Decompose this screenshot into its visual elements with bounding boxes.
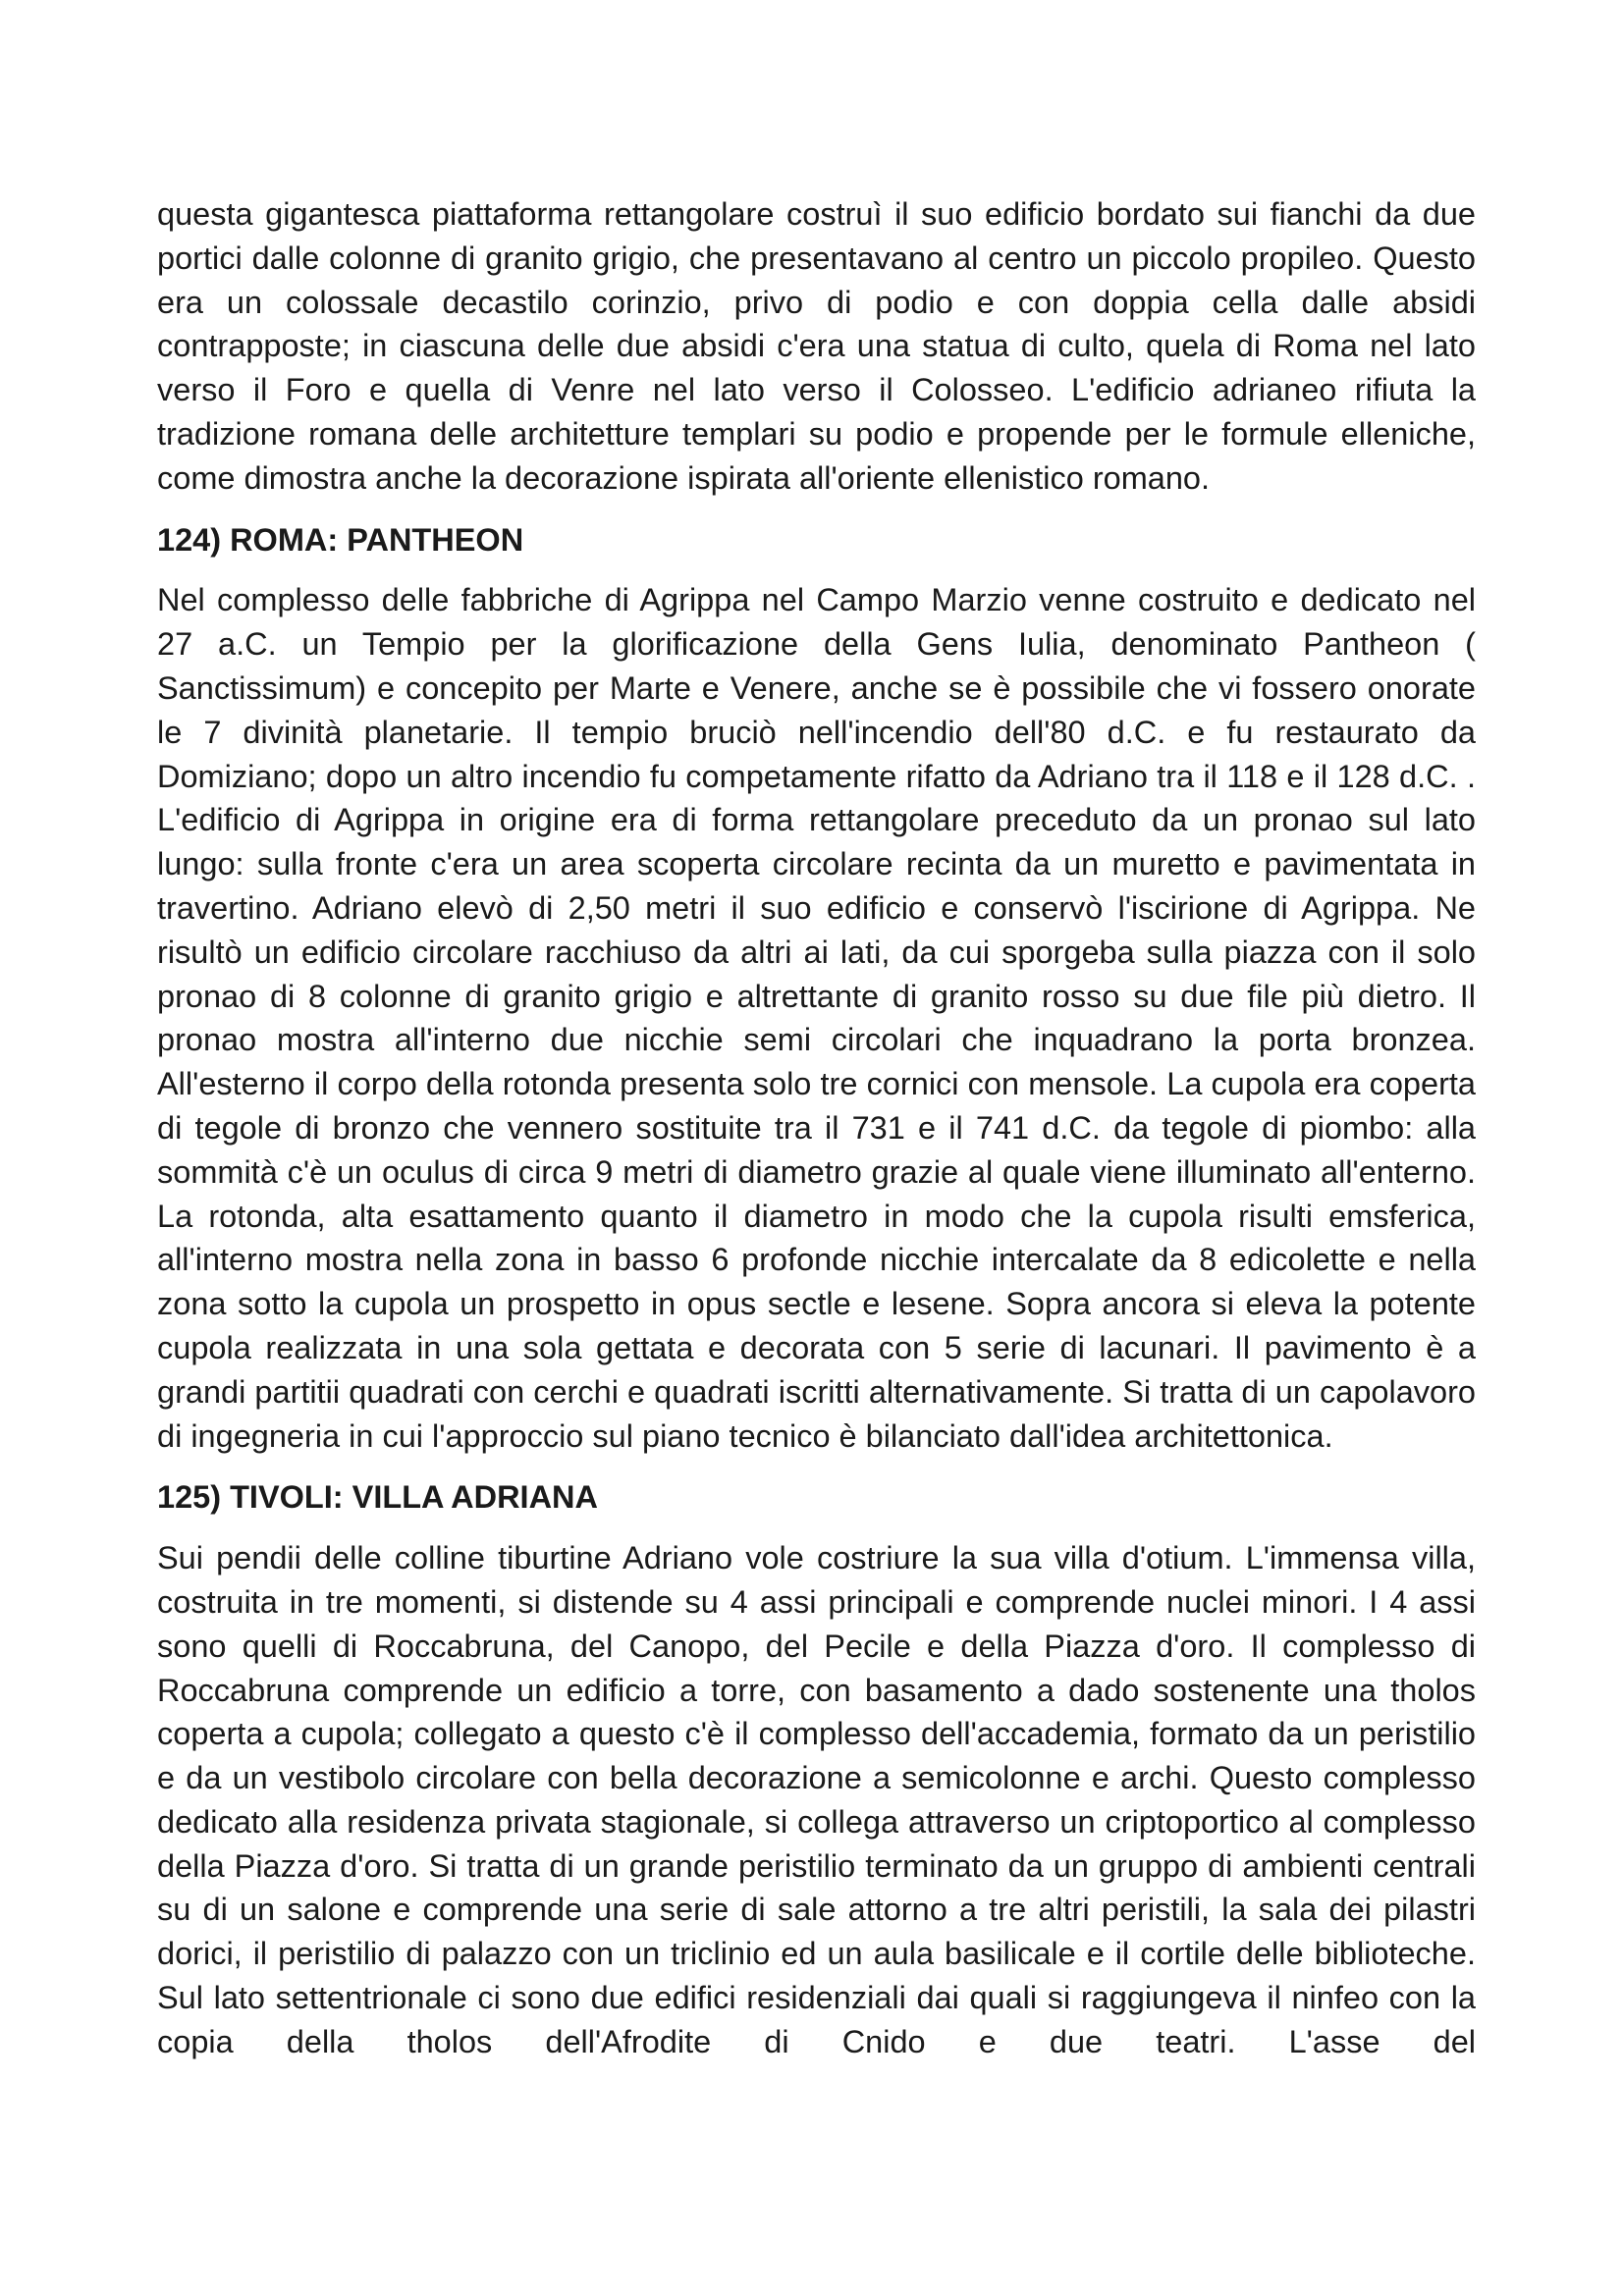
document-page	[157, 192, 1476, 2064]
paragraph-tempio-venere-roma: questa gigantesca piattaforma rettangolare costruì il suo edificio bordato sui fianchi da due portici dalle colonne di granito grigio, che presentavano al centro un piccolo propileo. Questo era un colossale decastilo corinzio, privo di podio e con doppia cella dalle absidi contrapposte; in ciascuna delle due absidi c'era una statua di culto, quela di Roma nel lato verso il Foro e quella di Venre nel lato verso il Colosseo. L'edificio adrianeo rifiuta la tradizione romana delle architetture templari su podio e propende per le formule elleniche, come dimostra anche la decorazione ispirata all'oriente ellenistico romano.	[157, 196, 1476, 496]
paragraph-villa-adriana: Sui pendii delle colline tiburtine Adriano vole costriure la sua villa d'otium. L'immensa villa, costruita in tre momenti, si distende su 4 assi principali e comprende nuclei minori. I 4 assi sono quelli di Roccabruna, del Canopo, del Pecile e della Piazza d'oro. Il complesso di Roccabruna comprende un edificio a torre, con basamento a dado sostenente una tholos coperta a cupola; collegato a questo c'è il complesso dell'accademia, formato da un peristilio e da un vestibolo circolare con bella decorazione a semicolonne e archi. Questo complesso dedicato alla residenza privata stagionale, si collega attraverso un criptoportico al complesso della Piazza d'oro. Si tratta di un grande peristilio terminato da un gruppo di ambienti centrali su di un salone e comprende una serie di sale attorno a tre altri peristili, la sala dei pilastri dorici, il peristilio di palazzo con un triclinio ed un aula basilicale e il cortile delle biblioteche. Sul lato settentrionale ci sono due edifici residenziali dai quali si raggiungeva il ninfeo con la copia della tholos dell'Afrodite di Cnido e due teatri. L'asse del	[157, 1540, 1476, 2059]
heading-pantheon: 124) ROMA: PANTHEON	[157, 521, 524, 558]
heading-villa-adriana: 125) TIVOLI: VILLA ADRIANA	[157, 1479, 599, 1516]
paragraph-pantheon: Nel complesso delle fabbriche di Agrippa nel Campo Marzio venne costruito e dedicato nel 27 a.C. un Tempio per la glorificazione della Gens Iulia, denominato Pantheon ( Sanctissimum) e concepito per Marte e Venere, anche se è possibile che vi fossero onorate le 7 divinità planetarie. Il tempio bruciò nell'incendio dell'80 d.C. e fu restaurato da Domiziano; dopo un altro incendio fu competamente rifatto da Adriano tra il 118 e il 128 d.C. . L'edificio di Agrippa in origine era di forma rettangolare preceduto da un pronao sul lato lungo: sulla fronte c'era un area scoperta circolare recinta da un muretto e pavimentata in travertino. Adriano elevò di 2,50 metri il suo edificio e conservò l'iscirione di Agrippa. Ne risultò un edificio circolare racchiuso da altri ai lati, da cui sporgeba sulla piazza con il solo pronao di 8 colonne di granito grigio e altrettante di granito rosso su due file più dietro. Il pronao mostra all'interno due nicchie semi circolari che inquadrano la porta bronzea. All'esterno il corpo della rotonda presenta solo tre cornici con mensole. La cupola era coperta di tegole di bronzo che vennero sostituite tra il 731 e il 741 d.C. da tegole di piombo: alla sommità c'è un oculus di circa 9 metri di diametro grazie al quale viene illuminato all'enterno. La rotonda, alta esattamento quanto il diametro in modo che la cupola risulti emsferica, all'interno mostra nella zona in basso 6 profonde nicchie intercalate da 8 edicolette e nella zona sotto la cupola un prospetto in opus sectle e lesene. Sopra ancora si eleva la potente cupola realizzata in una sola gettata e decorata con 5 serie di lacunari. Il pavimento è a grandi partitii quadrati con cerchi e quadrati iscritti alternativamente. Si tratta di un capolavoro di ingegneria in cui l'approccio sul piano tecnico è bilanciato dall'idea architettonica.	[157, 582, 1476, 1454]
